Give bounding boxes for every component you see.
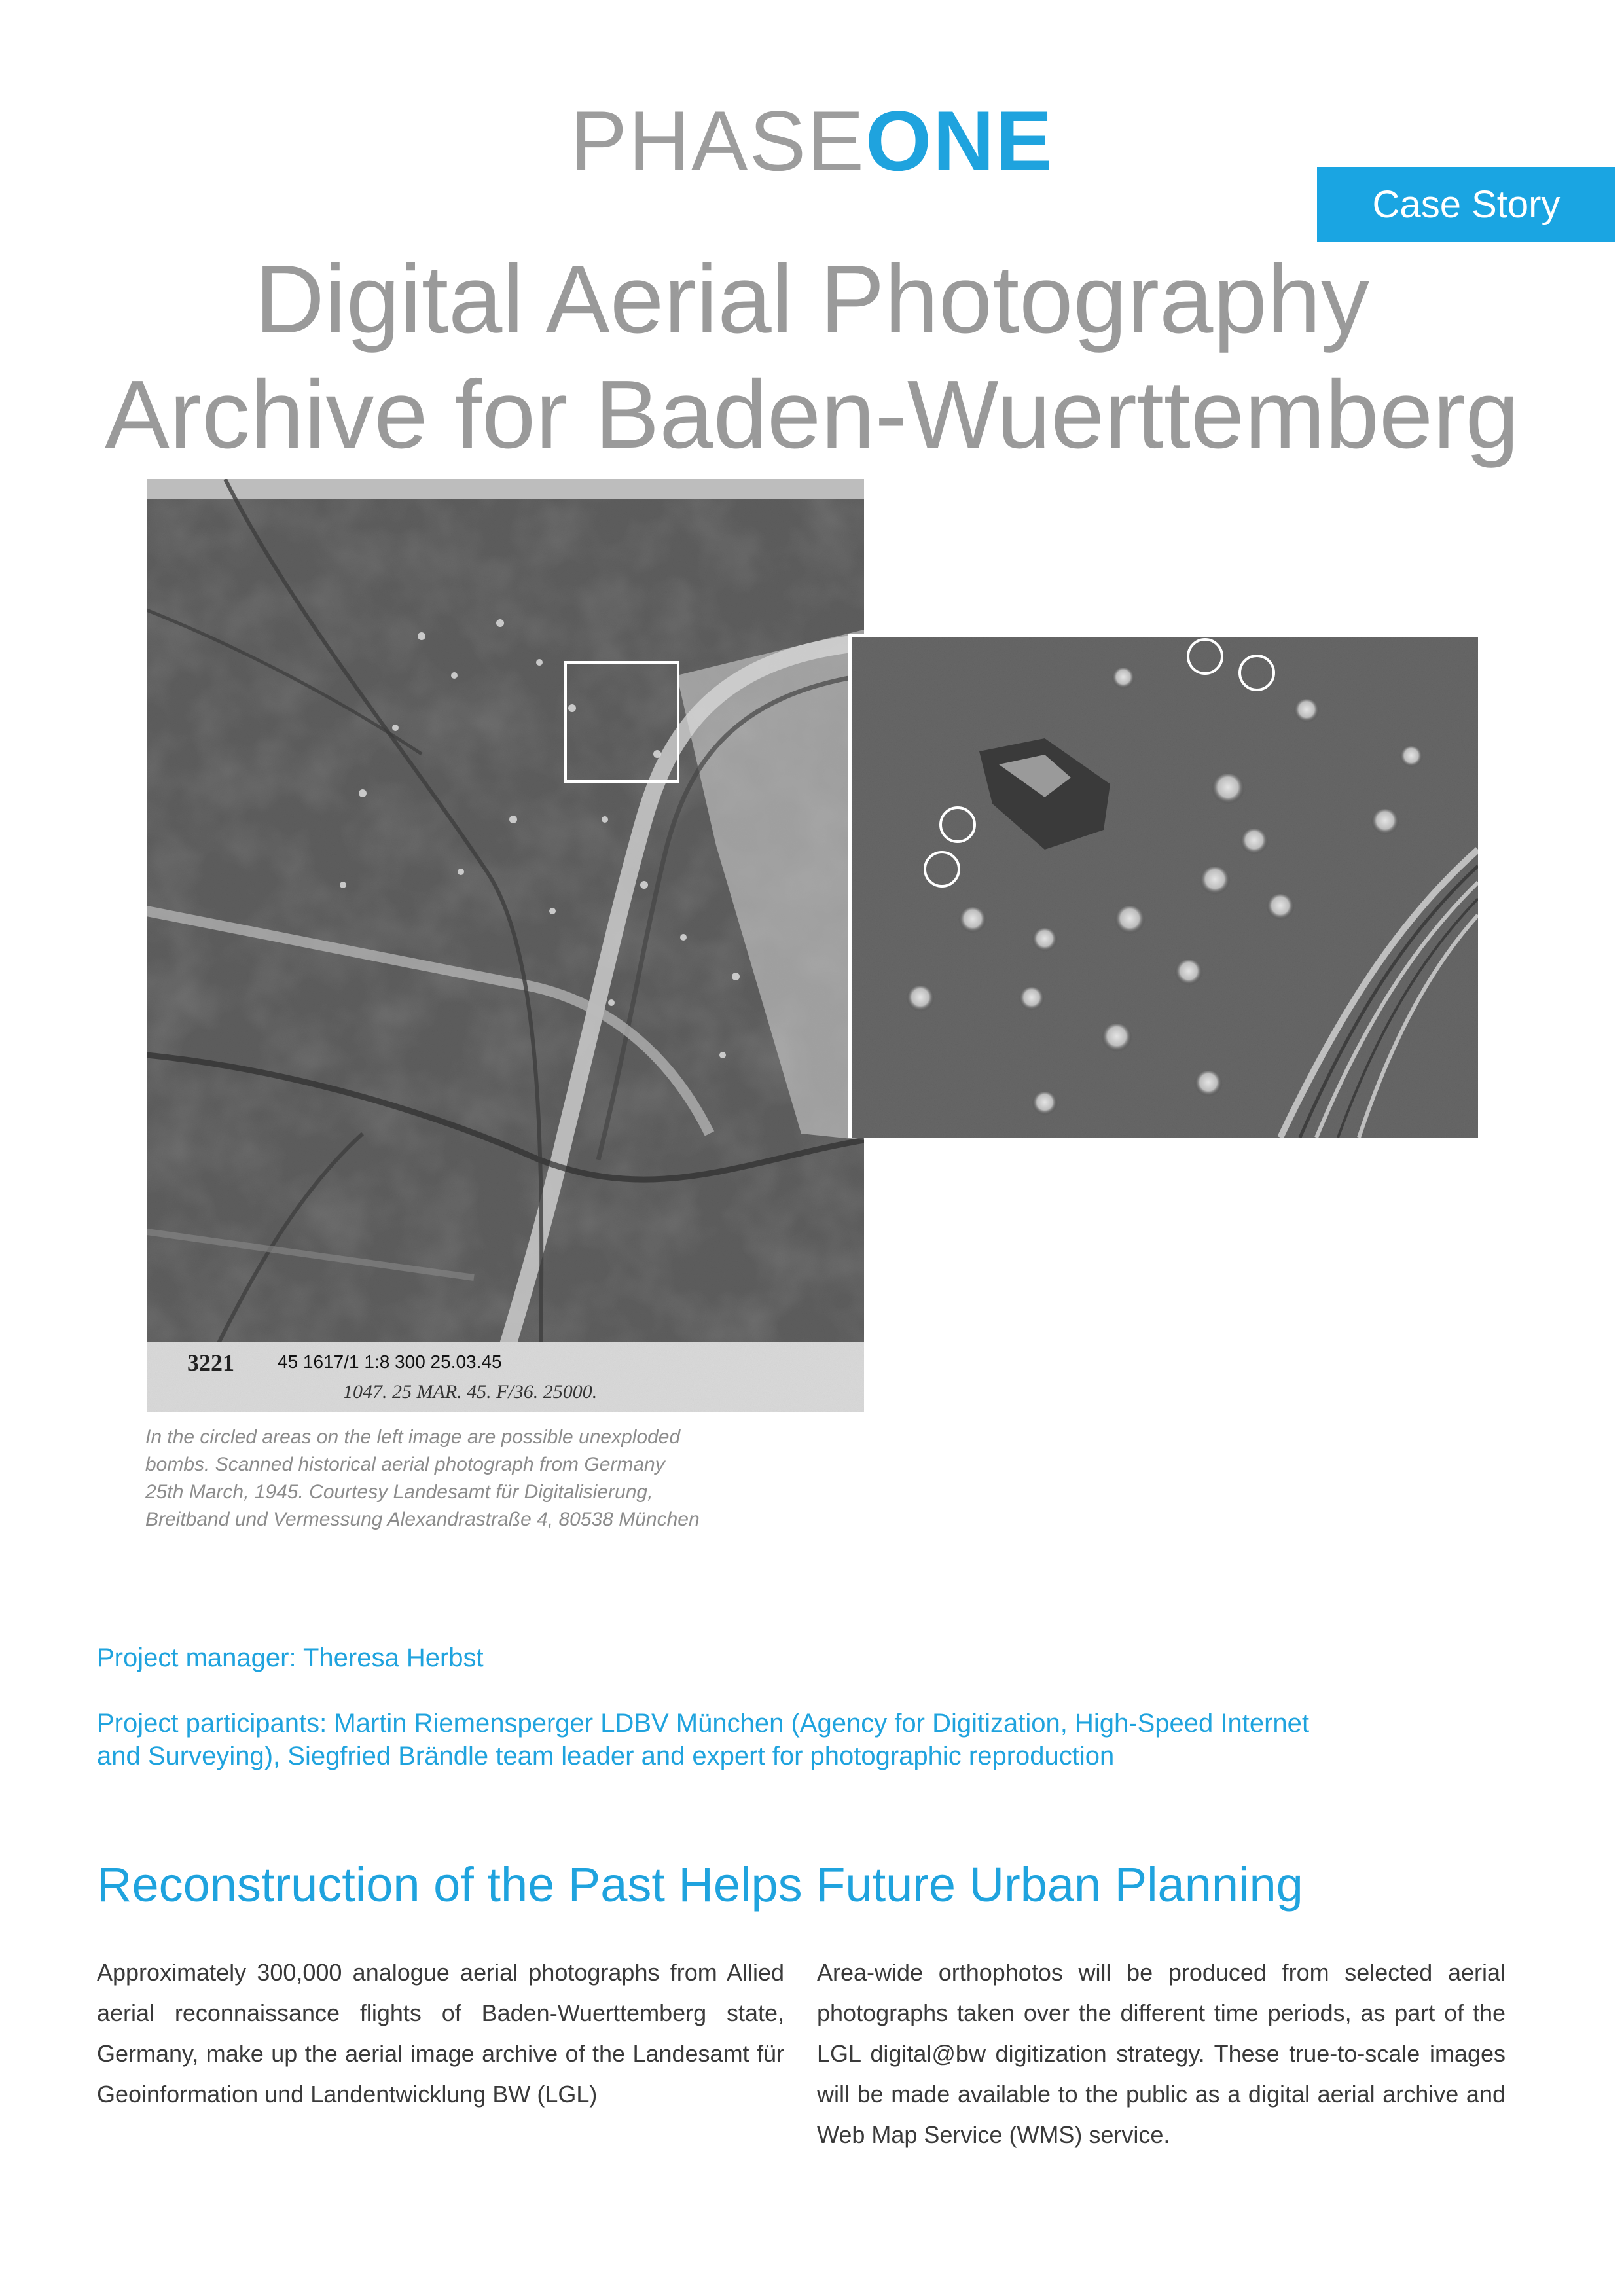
photo-caption [145, 1424, 865, 1534]
aerial-photograph [147, 479, 864, 1412]
photo-print-info: 45 1617/1 1:8 300 25.03.45 [278, 1352, 502, 1372]
photo-handwritten-note: 1047. 25 MAR. 45. F/36. 25000. [343, 1381, 598, 1403]
project-participants [97, 1707, 1537, 1772]
project-participants-line-1: Project participants: Martin Riemensperger LDBV München (Agency for Digitization, High-Speed Internet [97, 1709, 1309, 1738]
caption-line-4: Breitband und Vermessung Alexandrastraße 4, 80538 München [145, 1509, 700, 1530]
caption-line-1: In the circled areas on the left image are possible unexploded [145, 1426, 681, 1448]
body-column-right: Area-wide orthophotos will be produced from selected aerial photographs taken over the different time periods, as part of the LGL digital@bw digitization strategy. These true-to-scale images will be made available to the public as a digital aerial archive and Web Map Service (WMS) service. [817, 1959, 1506, 2148]
body-column-left: Approximately 300,000 analogue aerial photographs from Allied aerial reconnaissance flights of Baden-Wuerttemberg state, Germany, make up the aerial image archive of the Landesamt für Geoinformation und Landentwicklung BW (LGL) [97, 1959, 784, 2108]
project-manager: Project manager: Theresa Herbst [97, 1643, 484, 1672]
project-participants-line-2: and Surveying), Siegfried Brändle team leader and expert for photographic reproduction [97, 1742, 1115, 1770]
caption-line-2: bombs. Scanned historical aerial photograph from Germany [145, 1454, 665, 1475]
case-story-badge: Case Story [1317, 167, 1615, 242]
page-title-line-1: Digital Aerial Photography [254, 245, 1369, 353]
logo-text-light: PHASE [570, 93, 865, 188]
section-heading: Reconstruction of the Past Helps Future Urban Planning [97, 1857, 1303, 1912]
aerial-photograph-detail [848, 634, 1478, 1138]
photo-frame-number: 3221 [187, 1350, 234, 1376]
logo-text-bold: ONE [865, 93, 1054, 188]
page-title-line-2: Archive for Baden-Wuerttemberg [105, 361, 1519, 469]
caption-line-3: 25th March, 1945. Courtesy Landesamt für Digitalisierung, [145, 1481, 653, 1503]
